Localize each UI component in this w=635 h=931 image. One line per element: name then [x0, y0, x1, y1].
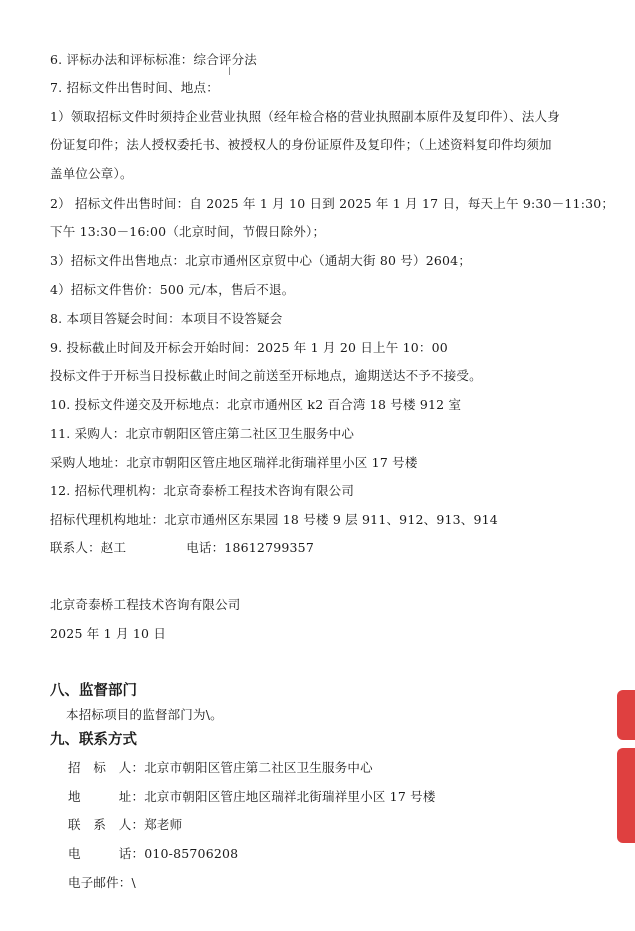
red-seal-fragment-top	[617, 690, 635, 740]
item-7-1-line-1: 1）领取招标文件时须持企业营业执照（经年检合格的营业执照副本原件及复印件）、法人身	[50, 109, 560, 124]
signature-company: 北京奇泰桥工程技术咨询有限公司	[50, 597, 241, 612]
contact-telephone: 电 话：010-85706208	[68, 846, 239, 861]
item-9-note: 投标文件于开标当日投标截止时间之前送至开标地点，逾期送达不予不接受。	[50, 368, 482, 383]
item-7-1-line-2: 份证复印件；法人授权委托书、被授权人的身份证原件及复印件；（上述资料复印件均须加	[50, 137, 552, 152]
red-seal-fragment-bottom	[617, 748, 635, 843]
item-12-agency: 12. 招标代理机构：北京奇泰桥工程技术咨询有限公司	[50, 483, 355, 498]
contact-address: 地 址：北京市朝阳区管庄地区瑞祥北街瑞祥里小区 17 号楼	[68, 789, 436, 804]
agency-address: 招标代理机构地址：北京市通州区东果园 18 号楼 9 层 911、912、913、914	[50, 512, 498, 527]
item-11-purchaser: 11. 采购人：北京市朝阳区管庄第二社区卫生服务中心	[50, 426, 355, 441]
section-8-body: 本招标项目的监督部门为\。	[66, 707, 223, 722]
section-9-title: 九、联系方式	[50, 732, 137, 748]
item-7-4-price: 4）招标文件售价：500 元/本，售后不退。	[50, 282, 295, 297]
scan-mark	[229, 67, 230, 75]
contact-line	[50, 540, 314, 556]
item-9-deadline: 9. 投标截止时间及开标会开始时间：2025 年 1 月 20 日上午 10：00	[50, 340, 448, 355]
signature-date: 2025 年 1 月 10 日	[50, 626, 167, 641]
item-7-3-sale-location: 3）招标文件出售地点：北京市通州区京贸中心（通胡大街 80 号）2604；	[50, 253, 472, 268]
contact-phone: 电话：18612799357	[186, 540, 314, 555]
item-7-1-line-3: 盖单位公章）。	[50, 166, 133, 181]
item-7-heading: 7. 招标文件出售时间、地点：	[50, 80, 219, 95]
item-7-2-line-2: 下午 13:30－16:00（北京时间，节假日除外）；	[50, 224, 326, 239]
contact-tenderer: 招 标 人：北京市朝阳区管庄第二社区卫生服务中心	[68, 760, 373, 775]
item-7-2-line-1: 2） 招标文件出售时间：自 2025 年 1 月 10 日到 2025 年 1 月 17 日，每天上午 9:30－11:30；	[50, 196, 615, 211]
item-10-submission-location: 10. 投标文件递交及开标地点：北京市通州区 k2 百合湾 18 号楼 912 室	[50, 397, 462, 412]
purchaser-address: 采购人地址：北京市朝阳区管庄地区瑞祥北街瑞祥里小区 17 号楼	[50, 455, 418, 470]
section-8-title: 八、监督部门	[50, 683, 137, 699]
contact-person: 联系人：赵工	[50, 540, 127, 555]
contact-email: 电子邮件：\	[68, 875, 136, 890]
contact-name: 联 系 人：郑老师	[68, 817, 183, 832]
item-8-qa-meeting: 8. 本项目答疑会时间：本项目不设答疑会	[50, 311, 283, 326]
item-6-evaluation-method: 6. 评标办法和评标标准：综合评分法	[50, 52, 258, 67]
